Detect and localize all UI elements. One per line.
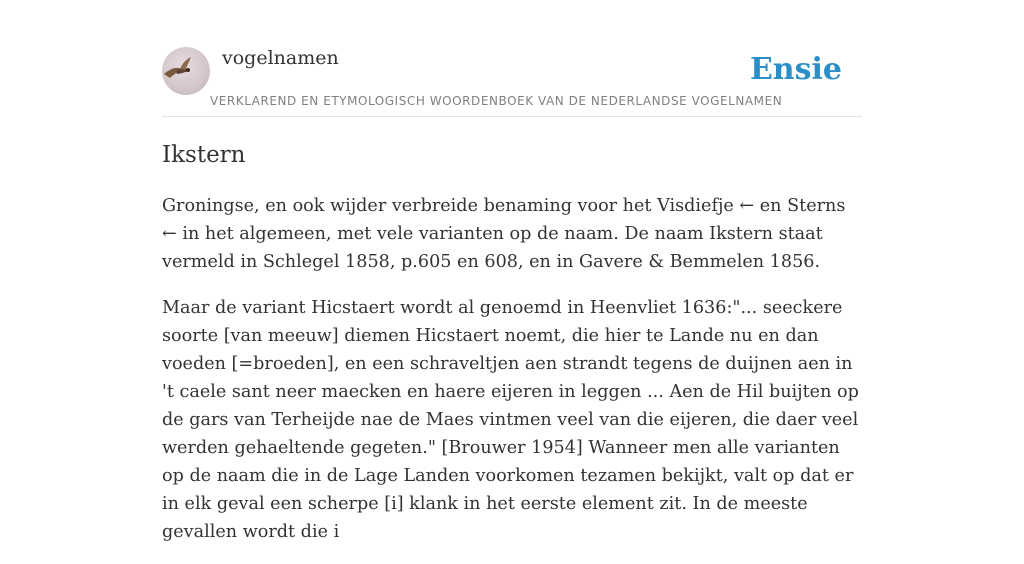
site-header xyxy=(162,0,862,117)
avatar[interactable] xyxy=(162,47,210,95)
site-name-link[interactable]: vogelnamen xyxy=(222,47,339,69)
page-container xyxy=(162,0,862,542)
page-title: Ikstern xyxy=(162,142,246,168)
article-paragraph: Maar de variant Hicstaert wordt al genoemd in Heenvliet 1636:"... seeckere soorte [van meeuw] diemen Hicstaert noemt, die hier te Lande nu en dan voeden [=broeden], en een schraveltjen aen strandt tegens de duijnen aen in 't caele sant neer maecken en haere eijeren in leggen ... Aen de Hil buijten op de gars van Terheijde nae de Maes vintmen veel van die eijeren, die daer veel werden gehaeltende gegeten." [Brouwer 1954] Wanneer men alle varianten op de naam die in de Lage Landen voorkomen tezamen bekijkt, valt op dat er in elk geval een scherpe [i] klank in het eerste element zit. In de meeste gevallen wordt die i xyxy=(162,298,859,542)
bird-photo-icon xyxy=(162,47,210,95)
article-paragraph: Groningse, en ook wijder verbreide benaming voor het Visdiefje ← en Sterns ← in het algemeen, met vele varianten op de naam. De naam Ikstern staat vermeld in Schlegel 1858, p.605 en 608, en in Gavere & Bemmelen 1856. xyxy=(162,196,846,272)
article-content xyxy=(162,192,862,564)
site-tagline: VERKLAREND EN ETYMOLOGISCH WOORDENBOEK VAN DE NEDERLANDSE VOGELNAMEN xyxy=(210,94,783,108)
ensie-logo-link[interactable]: Ensie xyxy=(749,52,842,87)
